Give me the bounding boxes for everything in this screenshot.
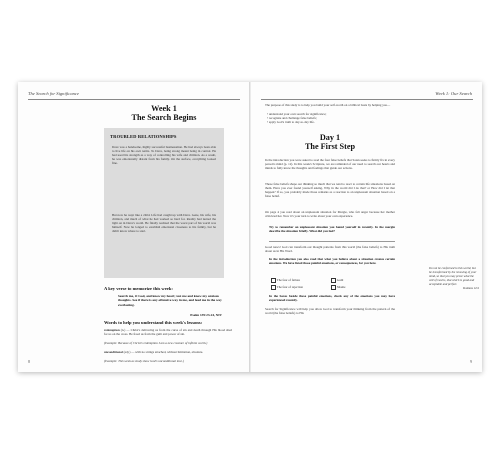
day-paragraph-2: These false beliefs shape our thinking so much that we tend to react to certain life situations based on them. Have you ever found yourself asking, Why in the world did I do that? or How did I let that happen? If so, you probably made those remarks as a reaction to an unpleasant situation based on a false belief. — [265, 182, 395, 199]
memory-verse-reference: Psalm 139:23-24, NIV — [190, 313, 222, 317]
checkbox-icon[interactable] — [331, 278, 336, 283]
unconditional-definition: (adj.) — with no strings attached, without limitation, absolute. — [123, 350, 204, 354]
unconditional-entry — [104, 350, 232, 354]
redemption-entry — [104, 328, 232, 336]
left-header-rule — [28, 99, 240, 100]
redemption-definition: (n.) — Christ's delivering us from the curse of sin and death through His blood shed for us on the cross. He freed us from the guilt and power of sin. — [104, 328, 232, 337]
activity-prompt-1: Try to remember an unpleasant situation you found yourself in recently. In the margin describe the situation briefly. What did you feel? — [269, 225, 395, 234]
emotion-checkbox-item[interactable]: The fear of failure — [271, 278, 300, 283]
box-title: TROUBLED RELATIONSHIPS — [110, 134, 177, 139]
checkbox-icon[interactable] — [331, 285, 336, 290]
right-page — [251, 82, 482, 372]
day-paragraph-5: Search for Significance will help you allow God to transform your thinking from the pattern of the world (the false beliefs) to His — [265, 307, 395, 316]
memory-verse: Search me, O God, and know my heart; test me and know my anxious thoughts. See if there is any offensive way in me, and lead me in the way everlasting. — [118, 294, 222, 307]
activity-prompt-2: In the introduction you also read that what you believe about a situation creates certain emotions. We have listed those painful emotions, or consequences, for you here. — [269, 257, 395, 266]
right-header-rule — [261, 99, 473, 100]
memorize-heading: A key verse to memorize this week: — [104, 286, 173, 291]
troubled-relationships-box — [104, 128, 224, 278]
left-page — [18, 82, 249, 372]
purpose-bullet-list — [267, 112, 397, 124]
left-page-number: 8 — [28, 359, 30, 364]
right-page-number: 9 — [470, 359, 472, 364]
answer-line[interactable] — [269, 241, 395, 242]
right-running-header: Week 1: Our Search — [435, 91, 472, 96]
left-running-header: The Search for Significance — [28, 91, 79, 96]
day-title: Day 1 — [319, 133, 341, 142]
margin-scripture-text: Do not be conformed to this world, but be transformed by the renewing of your mind, so that you may prove what the will of God is, that which is good and acceptable and perfect. — [429, 266, 477, 286]
emotion-checkbox-item[interactable]: Shame — [331, 285, 345, 290]
day-paragraph-1: In the introduction you were asked to read the four false beliefs that Satan seeks to firmly fix in every person's mind (p. 12). In this week's Scripture, we are reminded of our need to search our hearts and minds to fully know the thoughts and feelings that guide our actions. — [265, 158, 395, 171]
week-subtitle: The Search Begins — [131, 113, 197, 122]
day-paragraph-4: Good news! God can transform our thought patterns from this world (the false beliefs) to His truth about us in His Word. — [265, 245, 395, 254]
checkbox-icon[interactable] — [271, 285, 276, 290]
day-subtitle: The First Step — [304, 142, 356, 151]
bullet-item: • recognize and challenge false beliefs; — [267, 116, 317, 121]
book-spread — [18, 82, 482, 372]
emotion-checkbox-item[interactable]: Guilt — [331, 278, 343, 283]
box-paragraph-1: Dave was a handsome, highly successful businessman. He had always been able to live life on his own terms. To Dave, being strong meant being in control. He had used his strength as a way of controlling his wife and children. As a result, he was emotionally distant from his family. On the surface, everything looked fine. — [112, 145, 216, 166]
box-paragraph-2: But now he wept like a child. Life had caught up with Dave. Gene, his wife, his children, and much of what he had worked so hard for. Reality had turned the light on in Dave's world. He finally realized that the worst part of his world was himself. Now he longed to establish emotional closeness to his family, but he didn't know where to start. — [112, 213, 216, 234]
intro-paragraph: The purpose of this study is to help you build your self-worth on a biblical basis by helping you— — [265, 103, 391, 107]
bullet-item: • apply God's truth to day-to-day life. — [267, 120, 315, 125]
words-heading: Words to help you understand this week's lessons: — [104, 320, 203, 325]
unconditional-example: (Example: This week as study show God's unconditional love.) — [104, 359, 184, 363]
margin-scripture-reference: Romans 12:2 — [463, 285, 479, 290]
week-title: Week 1 — [151, 104, 177, 113]
day-paragraph-3: On page 4 you read about an unpleasant situation for Margie, who felt anger because her mother criticized her. Now it's your turn to write about your own experience. — [265, 210, 395, 219]
bullet-item: • understand your own search for significance; — [267, 112, 327, 116]
emotion-checkbox-item[interactable]: The fear of rejection — [271, 285, 303, 290]
redemption-example: (Example: Because of Christ's redemption I am a new creature of infinite worth.) — [104, 341, 208, 345]
unconditional-term: unconditional — [104, 350, 123, 354]
checkbox-icon[interactable] — [271, 278, 276, 283]
margin-scripture-note — [429, 267, 479, 290]
activity-prompt-3: In the boxes beside these painful emotions, check any of the emotions you may have experienced recently. — [269, 294, 395, 303]
redemption-term: redemption — [104, 328, 120, 332]
